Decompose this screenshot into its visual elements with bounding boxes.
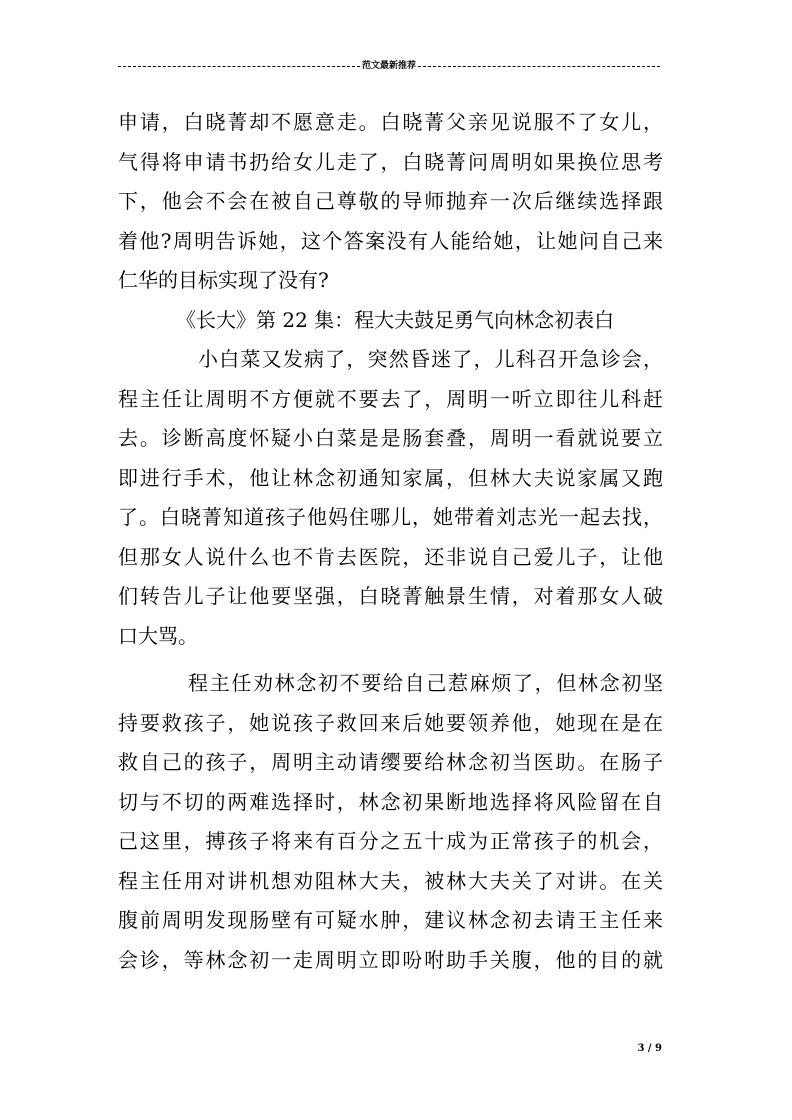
text-line: 着他?周明告诉她，这个答案没有人能给她，让她问自己来 [118, 228, 663, 253]
page-number: 3 / 9 [637, 1043, 662, 1054]
text-line: 申请，白晓菁却不愿意走。白晓菁父亲见说服不了女儿， [118, 110, 663, 134]
text-line: 程主任劝林念初不要给自己惹麻烦了，但林念初坚 [188, 671, 663, 695]
text-line: 程主任用对讲机想劝阻林大夫，被林大夫关了对讲。在关 [118, 868, 663, 893]
text-line: 仁华的目标实现了没有? [118, 268, 329, 292]
text-line: 切与不切的两难选择时，林念初果断地选择将风险留在自 [118, 789, 663, 814]
text-line: 程主任让周明不方便就不要去了，周明一听立即往儿科赶 [118, 386, 663, 411]
episode-heading: 《长大》第 22 集：程大夫鼓足勇气向林念初表白 [176, 307, 615, 332]
text-line: 持要救孩子，她说孩子救回来后她要领养他，她现在是在 [118, 710, 663, 735]
page-header [118, 59, 660, 73]
text-line: 下，他会不会在被自己尊敬的导师抛弃一次后继续选择跟 [118, 189, 663, 213]
text-line: 们转告儿子让他要坚强，白晓菁触景生情，对着那女人破 [118, 584, 663, 608]
text-line: 己这里，搏孩子将来有百分之五十成为正常孩子的机会， [118, 829, 663, 853]
header-rule-right [418, 66, 660, 67]
text-line: 小白菜又发病了，突然昏迷了，儿科召开急诊会， [198, 347, 663, 371]
text-line: 即进行手术，他让林念初通知家属，但林大夫说家属又跑 [118, 465, 663, 490]
text-line: 腹前周明发现肠壁有可疑水肿，建议林念初去请王主任来 [118, 908, 663, 932]
text-line: 救自己的孩子，周明主动请缨要给林念初当医助。在肠子 [118, 750, 663, 774]
text-line: 口大骂。 [118, 623, 198, 648]
text-line: 气得将申请书扔给女儿走了，白晓菁问周明如果换位思考 [118, 149, 663, 174]
document-body [118, 103, 663, 980]
header-title: 范文最新推荐 [362, 61, 417, 71]
text-line: 会诊，等林念初一走周明立即吩咐助手关腹，他的目的就 [118, 947, 663, 972]
text-line: 去。诊断高度怀疑小白菜是是肠套叠，周明一看就说要立 [118, 426, 663, 450]
header-rule-left [118, 66, 360, 67]
text-line: 但那女人说什么也不肯去医院，还非说自己爱儿子，让他 [118, 544, 663, 569]
text-line: 了。白晓菁知道孩子他妈住哪儿，她带着刘志光一起去找， [118, 505, 663, 529]
